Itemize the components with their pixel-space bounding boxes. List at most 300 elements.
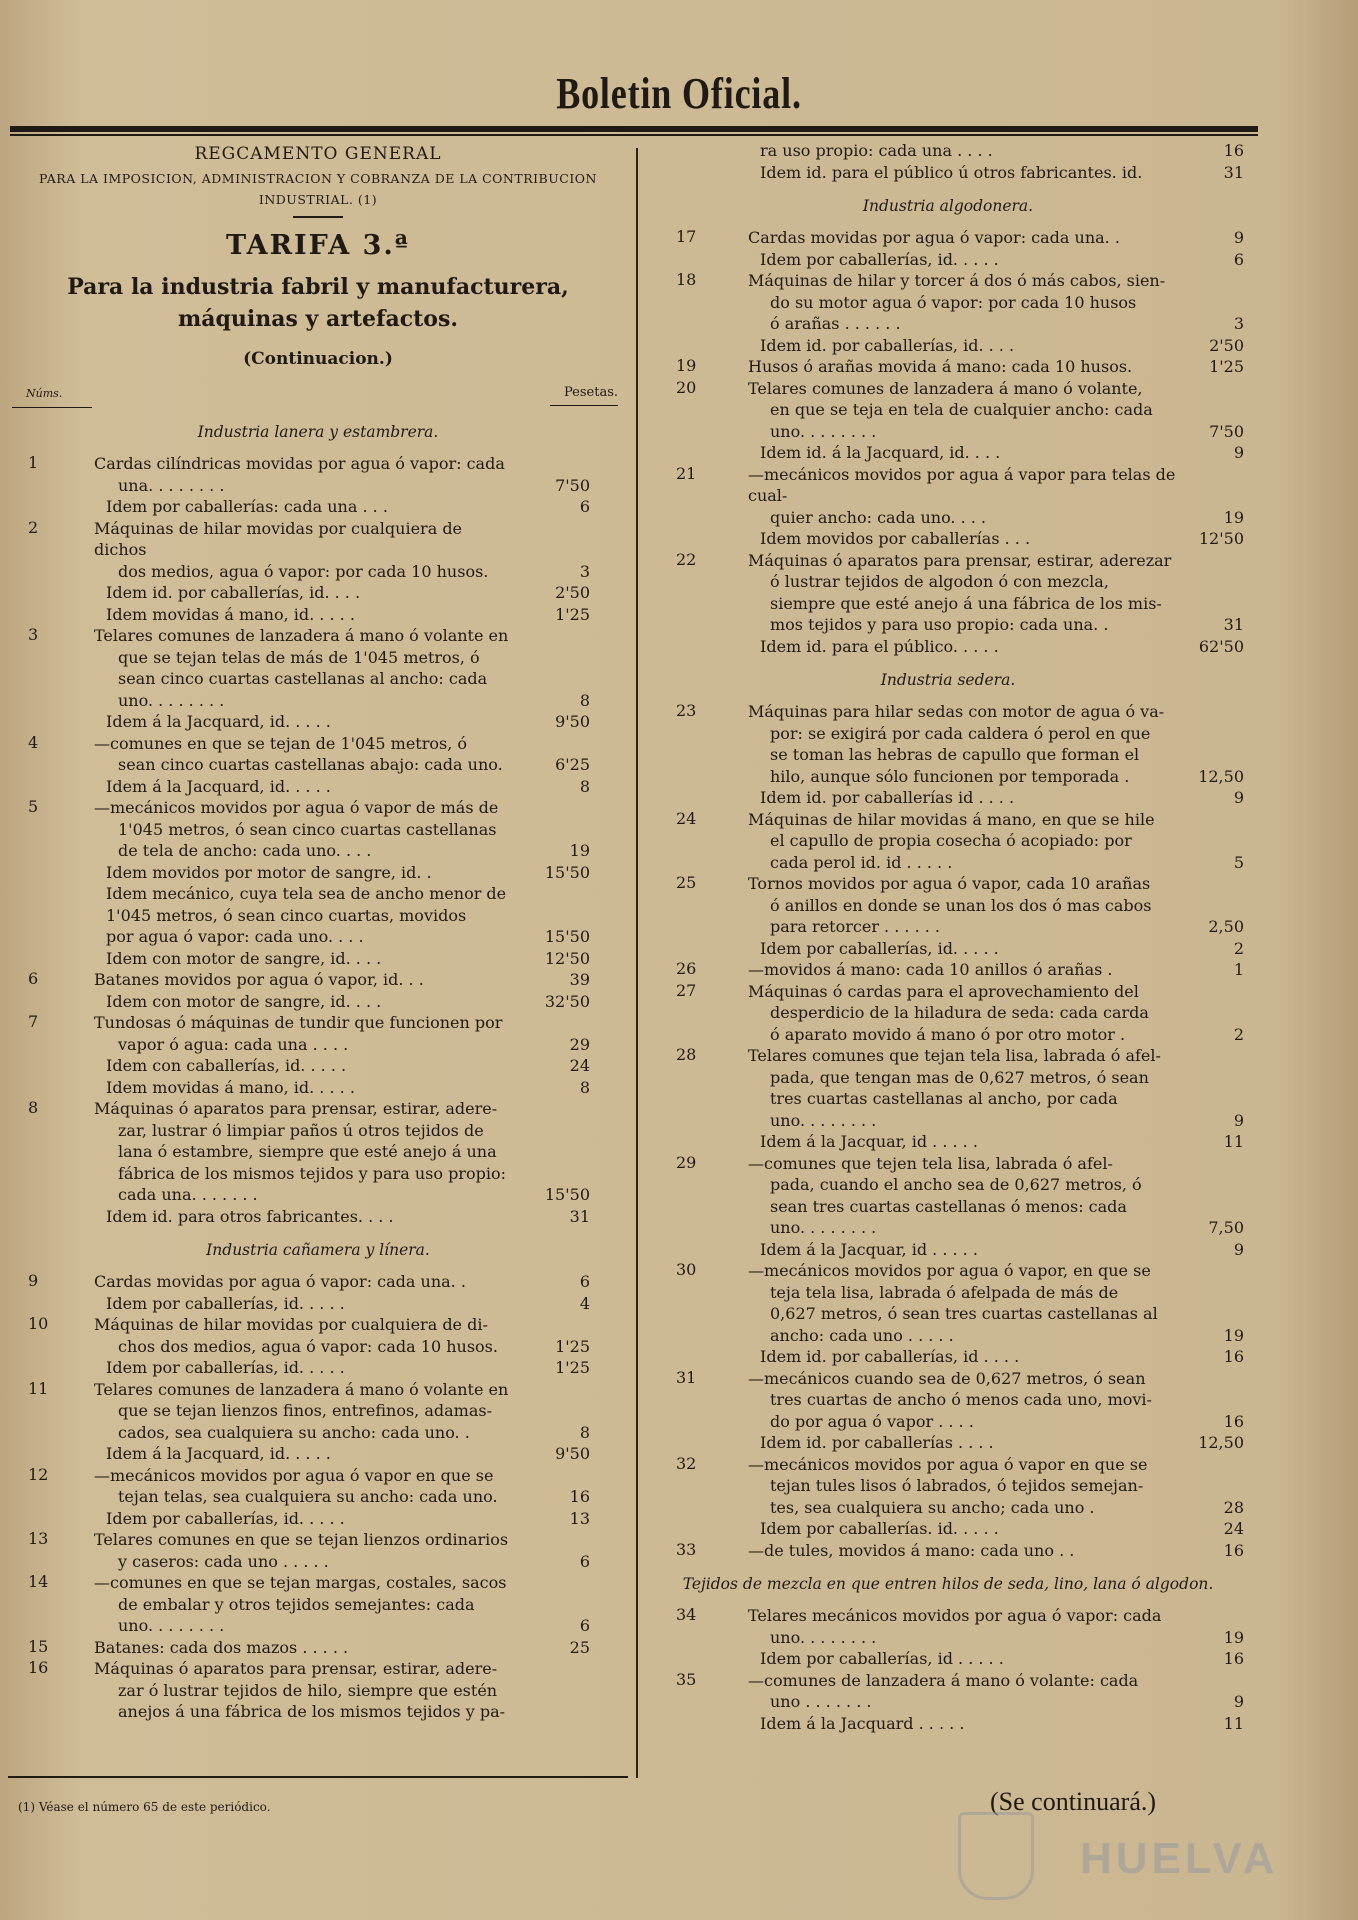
item-line: [8, 926, 628, 948]
item-text: 0,627 metros, ó sean tres cuartas castellanas al: [770, 1304, 1158, 1323]
item-line: [648, 938, 1248, 960]
item-text: Husos ó arañas movida á mano: cada 10 husos.: [748, 357, 1133, 376]
pesetas-header: Pesetas.: [564, 385, 618, 400]
item-line: [648, 1217, 1248, 1239]
tariff-item: [8, 1357, 628, 1379]
item-text: cada una. . . . . . .: [118, 1185, 258, 1204]
item-number: 8: [28, 1098, 39, 1117]
peseta-value: 12'50: [1198, 529, 1244, 548]
item-text: sean cinco cuartas castellanas al ancho: cada: [118, 669, 488, 688]
item-text: —comunes de lanzadera á mano ó volante: cada: [748, 1670, 1139, 1690]
item-text: Idem á la Jacquard, id. . . . .: [106, 712, 331, 731]
item-text: una. . . . . . . .: [118, 475, 225, 495]
item-line: [8, 1400, 628, 1422]
item-line: [648, 1024, 1248, 1046]
item-line: [8, 733, 628, 755]
peseta-value: 12,50: [1198, 766, 1244, 786]
section-heading: Industria sedera.: [880, 671, 1016, 689]
regulation-title: REGCAMENTO GENERAL: [194, 144, 442, 164]
tariff-item: [8, 1314, 628, 1357]
left-column: [8, 140, 628, 1723]
item-number: 12: [28, 1464, 49, 1484]
item-text: Máquinas ó aparatos para prensar, estirar, adere-: [94, 1659, 498, 1678]
peseta-value: 9: [1233, 1692, 1244, 1711]
item-line: [648, 1260, 1248, 1282]
item-text: Máquinas de hilar movidas por cualquiera de dichos: [94, 518, 463, 559]
item-number: 23: [676, 701, 697, 720]
item-number: 35: [676, 1669, 697, 1689]
tariff-item: [648, 809, 1248, 874]
peseta-value: 13: [569, 1508, 590, 1528]
item-line: [648, 1045, 1248, 1067]
item-text: cada perol id. id . . . . .: [770, 852, 953, 872]
item-text: Idem mecánico, cuya tela sea de ancho menor de: [106, 884, 507, 903]
item-text: Batanes: cada dos mazos . . . . .: [94, 1637, 349, 1657]
item-line: [648, 1325, 1248, 1347]
item-number: 24: [676, 808, 697, 828]
archive-stamp-shield: [958, 1812, 1034, 1900]
item-text: Idem id. por caballerías . . . .: [760, 1433, 994, 1452]
item-line: [8, 1055, 628, 1077]
peseta-value: 31: [1223, 615, 1244, 634]
continuation-note: (Se continuará.): [990, 1787, 1157, 1816]
tarifa-heading: TARIFA 3.ª: [226, 230, 410, 261]
section-heading: Industria algodonera.: [862, 197, 1034, 215]
peseta-value: 16: [1223, 1347, 1244, 1366]
item-number: 34: [676, 1605, 697, 1624]
item-text: Máquinas de hilar y torcer á dos ó más cabos, sien-: [748, 271, 1166, 290]
item-line: [8, 625, 628, 647]
item-text: uno. . . . . . . .: [118, 1616, 225, 1635]
item-line: [648, 1067, 1248, 1089]
tariff-item: [648, 1260, 1248, 1346]
peseta-value: 2'50: [1209, 335, 1244, 355]
item-line: [648, 809, 1248, 831]
item-text: Idem id. por caballerías, id . . . .: [760, 1347, 1020, 1366]
item-text: Idem movidos por caballerías . . .: [760, 529, 1031, 548]
peseta-value: 6: [579, 1616, 590, 1635]
tariff-item: [8, 1206, 628, 1228]
continuation-label: (Continuacion.): [243, 349, 393, 369]
item-number: 6: [28, 969, 39, 988]
item-number: 4: [28, 732, 39, 752]
item-line: [648, 378, 1248, 400]
item-text: —mecánicos movidos por agua ó vapor, en que se: [748, 1261, 1151, 1280]
item-line: [648, 550, 1248, 572]
item-line: [8, 1184, 628, 1206]
tariff-item: [648, 249, 1248, 271]
tariff-item: [8, 1508, 628, 1530]
item-text: ra uso propio: cada una . . . .: [760, 141, 993, 160]
item-text: Máquinas para hilar sedas con motor de agua ó va-: [748, 702, 1165, 721]
tariff-item: [8, 1572, 628, 1637]
item-line: [648, 1303, 1248, 1325]
tariff-item: [648, 959, 1248, 981]
item-text: —mecánicos movidos por agua ó vapor de más de: [94, 798, 499, 817]
item-line: [648, 249, 1248, 271]
item-line: [8, 496, 628, 518]
item-text: tes, sea cualquiera su ancho; cada uno .: [770, 1497, 1095, 1517]
peseta-value: 9: [1233, 1110, 1244, 1130]
peseta-value: 2'50: [555, 583, 590, 602]
item-line: [8, 1314, 628, 1336]
peseta-value: 12'50: [544, 948, 590, 968]
tariff-item: [648, 140, 1248, 183]
item-line: [8, 1206, 628, 1228]
item-text: quier ancho: cada uno. . . .: [770, 507, 987, 527]
peseta-value: 8: [579, 1077, 590, 1097]
item-text: uno. . . . . . . .: [770, 421, 877, 441]
item-line: [8, 1465, 628, 1487]
peseta-value: 3: [579, 561, 590, 581]
peseta-value: 15'50: [544, 927, 590, 946]
item-text: uno. . . . . . . .: [770, 1627, 877, 1647]
item-line: [648, 614, 1248, 636]
item-line: [648, 1454, 1248, 1476]
item-text: Máquinas ó aparatos para prensar, estirar, aderezar: [748, 550, 1172, 570]
peseta-value: 16: [1223, 1649, 1244, 1668]
item-line: [8, 1486, 628, 1508]
item-text: Idem por caballerías. id. . . . .: [760, 1519, 999, 1538]
item-text: Idem id. para el público ú otros fabricantes. id.: [760, 162, 1143, 182]
item-line: [8, 1034, 628, 1056]
item-line: [648, 292, 1248, 314]
item-line: [648, 959, 1248, 981]
item-line: [8, 905, 628, 927]
item-line: [648, 1432, 1248, 1454]
item-text: dos medios, agua ó vapor: por cada 10 husos.: [118, 561, 489, 581]
item-line: [8, 1141, 628, 1163]
item-line: [8, 1551, 628, 1573]
item-text: sean cinco cuartas castellanas abajo: cada uno.: [118, 755, 503, 774]
item-number: 9: [28, 1271, 39, 1290]
section-heading: Tejidos de mezcla en que entren hilos de seda, lino, lana ó algodon.: [682, 1575, 1214, 1593]
header-rule: [12, 407, 92, 408]
item-text: Idem por caballerías, id. . . . .: [760, 249, 999, 269]
peseta-value: 19: [1223, 507, 1244, 527]
item-line: [8, 1336, 628, 1358]
item-number: 11: [28, 1378, 49, 1398]
item-number: 31: [676, 1367, 697, 1387]
item-line: [648, 1368, 1248, 1390]
item-line: [8, 1163, 628, 1185]
peseta-value: 16: [569, 1487, 590, 1506]
item-number: 5: [28, 797, 39, 816]
item-number: 32: [676, 1453, 697, 1473]
item-text: sean tres cuartas castellanas ó menos: cada: [770, 1196, 1127, 1216]
tariff-item: [648, 787, 1248, 809]
tariff-item: [648, 356, 1248, 378]
industry-heading: Para la industria fabril y manufacturera, máquinas y artefactos.: [67, 274, 569, 332]
peseta-value: 12,50: [1198, 1433, 1244, 1452]
tariff-list-left: [8, 423, 628, 1723]
peseta-value: 2: [1233, 1024, 1244, 1044]
item-text: Idem á la Jacquar, id . . . . .: [760, 1239, 978, 1259]
peseta-value: 25: [569, 1637, 590, 1657]
item-number: 28: [676, 1045, 697, 1064]
item-number: 26: [676, 959, 697, 978]
item-number: 1: [28, 453, 39, 472]
item-text: do por agua ó vapor . . . .: [770, 1411, 974, 1431]
peseta-value: 62'50: [1198, 636, 1244, 656]
peseta-value: 11: [1223, 1713, 1244, 1733]
item-text: uno. . . . . . . .: [770, 1218, 877, 1237]
item-text: ó lustrar tejidos de algodon ó con mezcla,: [770, 572, 1109, 591]
item-text: Idem por caballerías, id . . . . .: [760, 1649, 1004, 1668]
tariff-item: [8, 1293, 628, 1315]
item-line: [648, 1691, 1248, 1713]
item-text: Idem por caballerías, id. . . . .: [106, 1358, 345, 1377]
item-line: [648, 981, 1248, 1003]
right-column: [648, 140, 1248, 1734]
tariff-item: [648, 1670, 1248, 1713]
tariff-item: [8, 1271, 628, 1293]
item-line: [648, 1196, 1248, 1218]
item-text: tres cuartas de ancho ó menos cada uno, movi-: [770, 1390, 1152, 1409]
masthead-rule-thin: [10, 134, 1258, 136]
item-text: Cardas movidas por agua ó vapor: cada una. .: [748, 228, 1120, 247]
item-text: Tundosas ó máquinas de tundir que funcionen por: [94, 1013, 503, 1032]
item-line: [648, 1239, 1248, 1261]
peseta-value: 2: [1233, 938, 1244, 958]
item-line: [8, 518, 628, 561]
item-line: [8, 668, 628, 690]
item-line: [8, 1680, 628, 1702]
item-text: hilo, aunque sólo funcionen por temporada .: [770, 766, 1130, 786]
tariff-item: [648, 1540, 1248, 1562]
item-line: [8, 1077, 628, 1099]
item-line: [648, 1088, 1248, 1110]
item-text: Máquinas ó aparatos para prensar, estirar, adere-: [94, 1099, 498, 1118]
tariff-list-right: [648, 140, 1248, 1734]
item-line: [648, 723, 1248, 745]
tariff-item: [8, 582, 628, 625]
item-text: —comunes en que se tejan margas, costales, sacos: [94, 1573, 507, 1592]
tariff-item: [648, 550, 1248, 636]
short-rule: [293, 216, 343, 218]
peseta-value: 4: [579, 1293, 590, 1313]
item-number: 19: [676, 356, 697, 375]
tariff-item: [648, 1605, 1248, 1648]
item-number: 18: [676, 270, 697, 289]
item-line: [648, 1411, 1248, 1433]
item-text: Idem á la Jacquard . . . . .: [760, 1713, 965, 1733]
item-text: do su motor agua ó vapor: por cada 10 husos: [770, 292, 1137, 312]
tariff-item: [8, 1443, 628, 1465]
item-text: Telares mecánicos movidos por agua ó vapor: cada: [748, 1606, 1162, 1625]
item-number: 20: [676, 377, 697, 397]
item-text: Telares comunes de lanzadera á mano ó volante en: [94, 1379, 509, 1399]
peseta-value: 8: [579, 776, 590, 796]
peseta-value: 11: [1223, 1132, 1244, 1151]
item-line: [8, 969, 628, 991]
peseta-value: 16: [1223, 1411, 1244, 1431]
item-line: [648, 1110, 1248, 1132]
item-line: [8, 1357, 628, 1379]
item-number: 27: [676, 980, 697, 1000]
item-line: [648, 1282, 1248, 1304]
peseta-value: 31: [1223, 162, 1244, 182]
tariff-item: [8, 1379, 628, 1444]
item-text: pada, cuando el ancho sea de 0,627 metros, ó: [770, 1175, 1142, 1194]
item-text: Idem movidas á mano, id. . . . .: [106, 604, 355, 624]
item-text: 1'045 metros, ó sean cinco cuartas castellanas: [118, 819, 497, 839]
item-text: —mecánicos cuando sea de 0,627 metros, ó sean: [748, 1368, 1146, 1388]
item-line: [8, 1701, 628, 1723]
tariff-item: [648, 270, 1248, 335]
item-text: Idem movidas á mano, id. . . . .: [106, 1077, 355, 1097]
tariff-item: [648, 1131, 1248, 1153]
item-text: que se tejan telas de más de 1'045 metros, ó: [118, 647, 480, 667]
item-text: fábrica de los mismos tejidos y para uso propio:: [118, 1163, 506, 1183]
tariff-item: [8, 1055, 628, 1098]
item-line: [648, 162, 1248, 184]
item-line: [8, 475, 628, 497]
peseta-value: 19: [1223, 1627, 1244, 1647]
item-text: —comunes que tejen tela lisa, labrada ó afel-: [748, 1153, 1113, 1173]
item-text: uno. . . . . . . .: [118, 690, 225, 710]
item-line: [8, 1658, 628, 1680]
item-number: 21: [676, 463, 697, 483]
tariff-item: [648, 981, 1248, 1046]
item-text: vapor ó agua: cada una . . . .: [118, 1034, 349, 1054]
peseta-value: 8: [579, 1422, 590, 1442]
item-text: por: se exigirá por cada caldera ó perol en que: [770, 723, 1151, 743]
peseta-value: 9'50: [555, 712, 590, 731]
tariff-item: [8, 453, 628, 496]
peseta-value: 7'50: [555, 475, 590, 495]
item-text: Idem id. á la Jacquard, id. . . .: [760, 443, 1001, 462]
item-number: 16: [28, 1658, 49, 1677]
tariff-item: [8, 1465, 628, 1508]
tariff-item: [648, 1432, 1248, 1454]
peseta-value: 1'25: [555, 1336, 590, 1356]
peseta-value: 6: [579, 1272, 590, 1291]
peseta-value: 16: [1223, 141, 1244, 160]
item-line: [648, 916, 1248, 938]
item-line: [648, 701, 1248, 723]
peseta-value: 19: [1223, 1325, 1244, 1345]
peseta-value: 3: [1233, 314, 1244, 333]
item-text: siempre que esté anejo á una fábrica de los mis-: [770, 593, 1162, 613]
item-number: 2: [28, 517, 39, 537]
tariff-item: [8, 991, 628, 1013]
item-text: Idem id. por caballerías, id. . . .: [760, 335, 1015, 355]
item-line: [648, 1605, 1248, 1627]
peseta-value: 9: [1233, 788, 1244, 807]
item-line: [8, 647, 628, 669]
peseta-value: 24: [569, 1056, 590, 1075]
item-line: [648, 1518, 1248, 1540]
item-line: [648, 1389, 1248, 1411]
tariff-item: [648, 636, 1248, 658]
item-line: [648, 593, 1248, 615]
item-line: [648, 830, 1248, 852]
tariff-item: [648, 378, 1248, 443]
item-text: —movidos á mano: cada 10 anillos ó arañas .: [748, 960, 1113, 979]
item-line: [8, 1637, 628, 1659]
tariff-item: [8, 1012, 628, 1055]
item-text: uno. . . . . . . .: [770, 1110, 877, 1130]
item-line: [648, 528, 1248, 550]
tariff-item: [648, 1346, 1248, 1368]
peseta-value: 1: [1233, 960, 1244, 979]
item-text: ancho: cada uno . . . . .: [770, 1325, 954, 1345]
tariff-item: [648, 1454, 1248, 1519]
item-line: [8, 1572, 628, 1594]
item-line: [648, 636, 1248, 658]
item-line: [8, 690, 628, 712]
item-line: [8, 776, 628, 798]
peseta-value: 6'25: [555, 755, 590, 774]
item-text: Idem id. para otros fabricantes. . . .: [106, 1206, 394, 1226]
item-line: [8, 711, 628, 733]
item-line: [8, 797, 628, 819]
column-headers: [8, 379, 628, 409]
tariff-item: [8, 496, 628, 518]
item-text: Tornos movidos por agua ó vapor, cada 10 arañas: [748, 874, 1151, 893]
item-text: en que se teja en tela de cualquier ancho: cada: [770, 400, 1153, 419]
item-text: Idem id. por caballerías, id. . . .: [106, 583, 361, 602]
peseta-value: 28: [1223, 1497, 1244, 1517]
pesetas-rule: [550, 405, 618, 406]
peseta-value: 16: [1223, 1540, 1244, 1560]
item-text: Idem por caballerías, id. . . . .: [760, 938, 999, 958]
item-line: [8, 453, 628, 475]
item-text: pada, que tengan mas de 0,627 metros, ó sean: [770, 1067, 1149, 1087]
tariff-item: [648, 1239, 1248, 1261]
item-text: ó anillos en donde se unan los dos ó mas cabos: [770, 895, 1152, 915]
item-text: de embalar y otros tejidos semejantes: cada: [118, 1594, 475, 1614]
masthead: Boletin Oficial.: [556, 69, 802, 118]
item-text: Idem por caballerías, id. . . . .: [106, 1293, 345, 1313]
item-line: [648, 442, 1248, 464]
peseta-value: 8: [579, 690, 590, 710]
item-text: tres cuartas castellanas al ancho, por cada: [770, 1089, 1118, 1108]
item-number: 10: [28, 1314, 49, 1333]
item-line: [648, 1627, 1248, 1649]
tariff-item: [8, 518, 628, 583]
item-line: [648, 1670, 1248, 1692]
item-line: [8, 819, 628, 841]
item-line: [648, 744, 1248, 766]
item-line: [8, 1422, 628, 1444]
item-line: [8, 1594, 628, 1616]
item-text: Máquinas de hilar movidas á mano, en que se hile: [748, 809, 1155, 829]
peseta-value: 7,50: [1208, 1218, 1244, 1237]
item-text: Idem con motor de sangre, id. . . .: [106, 948, 382, 968]
item-line: [8, 862, 628, 884]
tariff-item: [648, 335, 1248, 357]
item-text: —comunes en que se tejan de 1'045 metros, ó: [94, 733, 468, 753]
item-number: 14: [28, 1572, 49, 1591]
item-number: 7: [28, 1012, 39, 1031]
masthead-rule: [10, 126, 1258, 132]
peseta-value: 29: [569, 1034, 590, 1054]
nums-header: Núms.: [26, 387, 63, 400]
tariff-item: [648, 1368, 1248, 1433]
item-text: Telares comunes que tejan tela lisa, labrada ó afel-: [748, 1046, 1161, 1065]
tariff-item: [8, 711, 628, 733]
tariff-item: [8, 1637, 628, 1659]
item-line: [648, 356, 1248, 378]
tariff-item: [648, 938, 1248, 960]
item-text: para retorcer . . . . . .: [770, 917, 940, 936]
tariff-item: [648, 1648, 1248, 1670]
tariff-item: [648, 442, 1248, 464]
item-text: Telares comunes de lanzadera á mano ó volante en: [94, 626, 509, 645]
item-text: —mecánicos movidos por agua ó vapor en que se: [748, 1454, 1148, 1474]
